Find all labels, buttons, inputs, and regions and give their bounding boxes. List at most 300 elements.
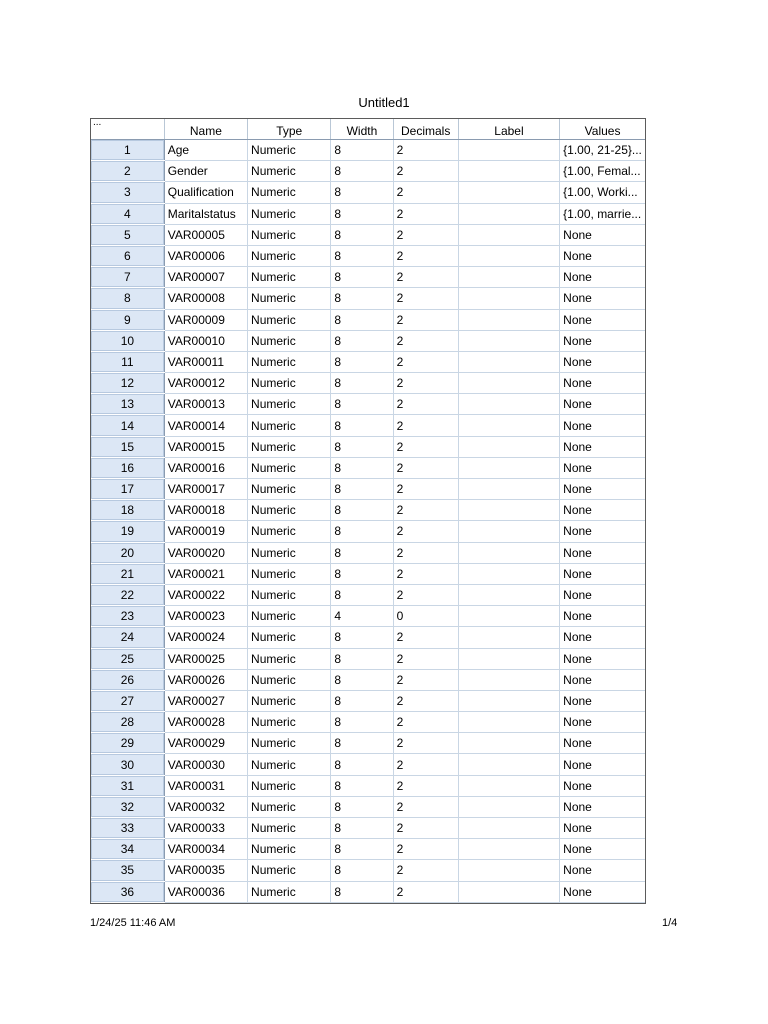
cell-type[interactable]: Numeric	[248, 563, 331, 584]
cell-values[interactable]: None	[560, 648, 645, 669]
table-row[interactable]	[91, 330, 645, 351]
cell-values[interactable]: None	[560, 479, 645, 500]
row-number[interactable]: 15	[91, 436, 164, 457]
cell-decimals[interactable]: 2	[393, 839, 458, 860]
cell-decimals[interactable]: 2	[393, 648, 458, 669]
table-row[interactable]	[91, 351, 645, 372]
row-number[interactable]: 17	[91, 479, 164, 500]
cell-name[interactable]: VAR00011	[164, 351, 247, 372]
cell-type[interactable]: Numeric	[248, 373, 331, 394]
table-row[interactable]	[91, 224, 645, 245]
cell-values[interactable]: None	[560, 669, 645, 690]
cell-decimals[interactable]: 2	[393, 563, 458, 584]
cell-width[interactable]: 8	[331, 584, 393, 605]
row-number[interactable]: 6	[91, 245, 164, 266]
table-row[interactable]	[91, 796, 645, 817]
cell-type[interactable]: Numeric	[248, 881, 331, 902]
cell-decimals[interactable]: 2	[393, 796, 458, 817]
cell-name[interactable]: Age	[164, 140, 247, 161]
cell-decimals[interactable]: 2	[393, 860, 458, 881]
cell-name[interactable]: VAR00012	[164, 373, 247, 394]
cell-type[interactable]: Numeric	[248, 627, 331, 648]
column-header-label[interactable]: Label	[458, 119, 559, 140]
cell-name[interactable]: VAR00034	[164, 839, 247, 860]
table-row[interactable]	[91, 606, 645, 627]
row-number[interactable]: 35	[91, 860, 164, 881]
cell-decimals[interactable]: 2	[393, 584, 458, 605]
cell-label[interactable]	[458, 733, 559, 754]
cell-values[interactable]: None	[560, 351, 645, 372]
cell-label[interactable]	[458, 563, 559, 584]
cell-type[interactable]: Numeric	[248, 203, 331, 224]
table-row[interactable]	[91, 542, 645, 563]
row-number[interactable]: 21	[91, 563, 164, 584]
cell-type[interactable]: Numeric	[248, 224, 331, 245]
cell-label[interactable]	[458, 690, 559, 711]
cell-label[interactable]	[458, 161, 559, 182]
cell-width[interactable]: 8	[331, 394, 393, 415]
cell-values[interactable]: None	[560, 733, 645, 754]
cell-label[interactable]	[458, 818, 559, 839]
row-number[interactable]: 30	[91, 754, 164, 775]
cell-values[interactable]: None	[560, 542, 645, 563]
cell-decimals[interactable]: 2	[393, 436, 458, 457]
cell-label[interactable]	[458, 224, 559, 245]
header-row	[91, 119, 645, 140]
cell-label[interactable]	[458, 606, 559, 627]
cell-label[interactable]	[458, 542, 559, 563]
cell-name[interactable]: Qualification	[164, 182, 247, 203]
row-number[interactable]: 10	[91, 330, 164, 351]
cell-label[interactable]	[458, 839, 559, 860]
cell-values[interactable]: {1.00, 21-25}...	[560, 140, 645, 161]
cell-name[interactable]: VAR00013	[164, 394, 247, 415]
cell-values[interactable]: None	[560, 584, 645, 605]
row-number[interactable]: 27	[91, 690, 164, 711]
cell-name[interactable]: VAR00008	[164, 288, 247, 309]
cell-width[interactable]: 8	[331, 733, 393, 754]
cell-values[interactable]: None	[560, 627, 645, 648]
cell-type[interactable]: Numeric	[248, 500, 331, 521]
table-row[interactable]	[91, 500, 645, 521]
cell-values[interactable]: None	[560, 415, 645, 436]
cell-type[interactable]: Numeric	[248, 161, 331, 182]
cell-values[interactable]: None	[560, 436, 645, 457]
table-row[interactable]	[91, 860, 645, 881]
table-row[interactable]	[91, 648, 645, 669]
table-row[interactable]	[91, 669, 645, 690]
cell-name[interactable]: VAR00018	[164, 500, 247, 521]
row-number[interactable]: 7	[91, 267, 164, 288]
cell-width[interactable]: 8	[331, 500, 393, 521]
cell-type[interactable]: Numeric	[248, 648, 331, 669]
cell-name[interactable]: VAR00015	[164, 436, 247, 457]
cell-decimals[interactable]: 2	[393, 140, 458, 161]
cell-values[interactable]: None	[560, 245, 645, 266]
cell-type[interactable]: Numeric	[248, 669, 331, 690]
cell-type[interactable]: Numeric	[248, 775, 331, 796]
cell-type[interactable]: Numeric	[248, 606, 331, 627]
cell-name[interactable]: VAR00010	[164, 330, 247, 351]
cell-decimals[interactable]: 2	[393, 733, 458, 754]
cell-decimals[interactable]: 2	[393, 690, 458, 711]
cell-name[interactable]: VAR00029	[164, 733, 247, 754]
cell-width[interactable]: 8	[331, 542, 393, 563]
cell-type[interactable]: Numeric	[248, 521, 331, 542]
row-number[interactable]: 1	[91, 140, 164, 161]
cell-decimals[interactable]: 2	[393, 288, 458, 309]
cell-label[interactable]	[458, 436, 559, 457]
cell-name[interactable]: VAR00033	[164, 818, 247, 839]
cell-label[interactable]	[458, 351, 559, 372]
cell-values[interactable]: None	[560, 521, 645, 542]
cell-decimals[interactable]: 2	[393, 754, 458, 775]
cell-name[interactable]: VAR00030	[164, 754, 247, 775]
row-number[interactable]: 28	[91, 712, 164, 733]
table-row[interactable]	[91, 521, 645, 542]
cell-values[interactable]: {1.00, marrie...	[560, 203, 645, 224]
cell-type[interactable]: Numeric	[248, 415, 331, 436]
cell-width[interactable]: 8	[331, 161, 393, 182]
cell-values[interactable]: None	[560, 500, 645, 521]
corner-cell[interactable]: ...	[91, 119, 164, 140]
cell-width[interactable]: 8	[331, 309, 393, 330]
row-number[interactable]: 2	[91, 161, 164, 182]
column-header-decimals[interactable]: Decimals	[393, 119, 458, 140]
cell-type[interactable]: Numeric	[248, 267, 331, 288]
cell-decimals[interactable]: 2	[393, 415, 458, 436]
column-header-values[interactable]: Values	[560, 119, 645, 140]
cell-name[interactable]: VAR00028	[164, 712, 247, 733]
cell-width[interactable]: 8	[331, 351, 393, 372]
row-number[interactable]: 4	[91, 203, 164, 224]
cell-decimals[interactable]: 2	[393, 479, 458, 500]
table-row[interactable]	[91, 267, 645, 288]
cell-width[interactable]: 8	[331, 288, 393, 309]
row-number[interactable]: 11	[91, 351, 164, 372]
cell-label[interactable]	[458, 288, 559, 309]
cell-decimals[interactable]: 2	[393, 224, 458, 245]
row-number[interactable]: 31	[91, 775, 164, 796]
cell-decimals[interactable]: 2	[393, 627, 458, 648]
cell-decimals[interactable]: 2	[393, 542, 458, 563]
cell-type[interactable]: Numeric	[248, 733, 331, 754]
print-timestamp: 1/24/25 11:46 AM	[90, 917, 176, 929]
table-row[interactable]	[91, 712, 645, 733]
column-header-name[interactable]: Name	[164, 119, 247, 140]
cell-type[interactable]: Numeric	[248, 818, 331, 839]
cell-width[interactable]: 8	[331, 775, 393, 796]
table-row[interactable]	[91, 373, 645, 394]
cell-decimals[interactable]: 2	[393, 182, 458, 203]
cell-label[interactable]	[458, 669, 559, 690]
cell-name[interactable]: VAR00036	[164, 881, 247, 902]
cell-width[interactable]: 8	[331, 140, 393, 161]
cell-values[interactable]: None	[560, 330, 645, 351]
cell-values[interactable]: None	[560, 563, 645, 584]
cell-label[interactable]	[458, 627, 559, 648]
table-row[interactable]	[91, 182, 645, 203]
cell-values[interactable]: None	[560, 818, 645, 839]
cell-type[interactable]: Numeric	[248, 584, 331, 605]
row-number[interactable]: 19	[91, 521, 164, 542]
cell-width[interactable]: 8	[331, 669, 393, 690]
cell-width[interactable]: 8	[331, 457, 393, 478]
cell-width[interactable]: 8	[331, 245, 393, 266]
cell-values[interactable]: {1.00, Worki...	[560, 182, 645, 203]
cell-decimals[interactable]: 2	[393, 669, 458, 690]
cell-width[interactable]: 8	[331, 860, 393, 881]
cell-type[interactable]: Numeric	[248, 351, 331, 372]
cell-label[interactable]	[458, 140, 559, 161]
cell-label[interactable]	[458, 330, 559, 351]
cell-decimals[interactable]: 2	[393, 712, 458, 733]
cell-name[interactable]: VAR00025	[164, 648, 247, 669]
cell-width[interactable]: 8	[331, 881, 393, 902]
cell-values[interactable]: None	[560, 796, 645, 817]
cell-width[interactable]: 8	[331, 627, 393, 648]
table-row[interactable]	[91, 436, 645, 457]
cell-width[interactable]: 8	[331, 754, 393, 775]
cell-decimals[interactable]: 2	[393, 500, 458, 521]
cell-decimals[interactable]: 2	[393, 330, 458, 351]
row-number[interactable]: 33	[91, 818, 164, 839]
table-row[interactable]	[91, 690, 645, 711]
cell-label[interactable]	[458, 245, 559, 266]
cell-width[interactable]: 4	[331, 606, 393, 627]
cell-values[interactable]: None	[560, 690, 645, 711]
cell-width[interactable]: 8	[331, 415, 393, 436]
cell-name[interactable]: VAR00021	[164, 563, 247, 584]
cell-name[interactable]: VAR00020	[164, 542, 247, 563]
cell-values[interactable]: None	[560, 394, 645, 415]
cell-values[interactable]: None	[560, 606, 645, 627]
cell-decimals[interactable]: 2	[393, 203, 458, 224]
cell-values[interactable]: None	[560, 288, 645, 309]
cell-decimals[interactable]: 2	[393, 161, 458, 182]
cell-name[interactable]: VAR00022	[164, 584, 247, 605]
cell-name[interactable]: VAR00026	[164, 669, 247, 690]
cell-decimals[interactable]: 2	[393, 818, 458, 839]
cell-name[interactable]: VAR00017	[164, 479, 247, 500]
cell-type[interactable]: Numeric	[248, 796, 331, 817]
table-row[interactable]	[91, 415, 645, 436]
cell-type[interactable]: Numeric	[248, 182, 331, 203]
cell-name[interactable]: VAR00016	[164, 457, 247, 478]
cell-label[interactable]	[458, 457, 559, 478]
row-number[interactable]: 25	[91, 648, 164, 669]
cell-label[interactable]	[458, 521, 559, 542]
row-number[interactable]: 13	[91, 394, 164, 415]
cell-values[interactable]: None	[560, 712, 645, 733]
cell-decimals[interactable]: 2	[393, 394, 458, 415]
row-number[interactable]: 5	[91, 224, 164, 245]
table-row[interactable]	[91, 245, 645, 266]
cell-label[interactable]	[458, 500, 559, 521]
table-row[interactable]	[91, 479, 645, 500]
cell-decimals[interactable]: 2	[393, 267, 458, 288]
cell-type[interactable]: Numeric	[248, 309, 331, 330]
cell-name[interactable]: VAR00006	[164, 245, 247, 266]
cell-name[interactable]: VAR00035	[164, 860, 247, 881]
cell-label[interactable]	[458, 479, 559, 500]
cell-decimals[interactable]: 2	[393, 309, 458, 330]
row-number[interactable]: 14	[91, 415, 164, 436]
cell-name[interactable]: VAR00019	[164, 521, 247, 542]
cell-type[interactable]: Numeric	[248, 436, 331, 457]
cell-name[interactable]: VAR00009	[164, 309, 247, 330]
table-row[interactable]	[91, 818, 645, 839]
cell-width[interactable]: 8	[331, 203, 393, 224]
row-number[interactable]: 16	[91, 457, 164, 478]
cell-label[interactable]	[458, 881, 559, 902]
cell-width[interactable]: 8	[331, 436, 393, 457]
table-row[interactable]	[91, 584, 645, 605]
cell-label[interactable]	[458, 309, 559, 330]
column-header-width[interactable]: Width	[331, 119, 393, 140]
cell-type[interactable]: Numeric	[248, 479, 331, 500]
variable-view-grid	[90, 118, 646, 904]
cell-width[interactable]: 8	[331, 267, 393, 288]
cell-name[interactable]: Maritalstatus	[164, 203, 247, 224]
cell-label[interactable]	[458, 754, 559, 775]
column-header-type[interactable]: Type	[248, 119, 331, 140]
cell-width[interactable]: 8	[331, 839, 393, 860]
cell-values[interactable]: None	[560, 457, 645, 478]
row-number[interactable]: 8	[91, 288, 164, 309]
table-row[interactable]	[91, 457, 645, 478]
cell-width[interactable]: 8	[331, 521, 393, 542]
cell-width[interactable]: 8	[331, 818, 393, 839]
cell-decimals[interactable]: 2	[393, 245, 458, 266]
cell-type[interactable]: Numeric	[248, 542, 331, 563]
cell-name[interactable]: VAR00027	[164, 690, 247, 711]
cell-width[interactable]: 8	[331, 373, 393, 394]
table-row[interactable]	[91, 881, 645, 902]
cell-values[interactable]: None	[560, 860, 645, 881]
cell-label[interactable]	[458, 203, 559, 224]
cell-decimals[interactable]: 2	[393, 775, 458, 796]
cell-decimals[interactable]: 2	[393, 373, 458, 394]
table-row[interactable]	[91, 733, 645, 754]
cell-width[interactable]: 8	[331, 648, 393, 669]
cell-width[interactable]: 8	[331, 796, 393, 817]
cell-values[interactable]: None	[560, 373, 645, 394]
cell-width[interactable]: 8	[331, 479, 393, 500]
cell-label[interactable]	[458, 796, 559, 817]
cell-name[interactable]: VAR00031	[164, 775, 247, 796]
cell-label[interactable]	[458, 648, 559, 669]
cell-values[interactable]: None	[560, 775, 645, 796]
cell-label[interactable]	[458, 373, 559, 394]
cell-values[interactable]: None	[560, 309, 645, 330]
row-number[interactable]: 18	[91, 500, 164, 521]
cell-label[interactable]	[458, 712, 559, 733]
cell-label[interactable]	[458, 415, 559, 436]
row-number[interactable]: 12	[91, 373, 164, 394]
cell-values[interactable]: None	[560, 881, 645, 902]
page-number: 1/4	[662, 917, 678, 929]
row-number[interactable]: 9	[91, 309, 164, 330]
table-row[interactable]	[91, 627, 645, 648]
cell-label[interactable]	[458, 775, 559, 796]
cell-name[interactable]: VAR00014	[164, 415, 247, 436]
cell-width[interactable]: 8	[331, 224, 393, 245]
cell-name[interactable]: VAR00024	[164, 627, 247, 648]
cell-label[interactable]	[458, 860, 559, 881]
cell-name[interactable]: VAR00007	[164, 267, 247, 288]
table-row[interactable]	[91, 140, 645, 161]
table-row[interactable]	[91, 203, 645, 224]
cell-type[interactable]: Numeric	[248, 712, 331, 733]
cell-decimals[interactable]: 2	[393, 457, 458, 478]
cell-type[interactable]: Numeric	[248, 839, 331, 860]
cell-label[interactable]	[458, 182, 559, 203]
cell-decimals[interactable]: 2	[393, 521, 458, 542]
cell-values[interactable]: None	[560, 754, 645, 775]
table-row[interactable]	[91, 754, 645, 775]
table-row[interactable]	[91, 394, 645, 415]
cell-width[interactable]: 8	[331, 712, 393, 733]
row-number[interactable]: 22	[91, 584, 164, 605]
row-number[interactable]: 3	[91, 182, 164, 203]
cell-width[interactable]: 8	[331, 563, 393, 584]
table-row[interactable]	[91, 288, 645, 309]
cell-type[interactable]: Numeric	[248, 330, 331, 351]
cell-decimals[interactable]: 0	[393, 606, 458, 627]
row-number[interactable]: 26	[91, 669, 164, 690]
row-number[interactable]: 34	[91, 839, 164, 860]
cell-name[interactable]: VAR00005	[164, 224, 247, 245]
row-number[interactable]: 24	[91, 627, 164, 648]
cell-type[interactable]: Numeric	[248, 394, 331, 415]
table-row[interactable]	[91, 775, 645, 796]
page-title: Untitled1	[358, 95, 410, 110]
row-number[interactable]: 32	[91, 796, 164, 817]
cell-name[interactable]: VAR00032	[164, 796, 247, 817]
cell-label[interactable]	[458, 394, 559, 415]
cell-width[interactable]: 8	[331, 182, 393, 203]
cell-label[interactable]	[458, 267, 559, 288]
cell-type[interactable]: Numeric	[248, 457, 331, 478]
cell-values[interactable]: None	[560, 839, 645, 860]
cell-width[interactable]: 8	[331, 330, 393, 351]
cell-type[interactable]: Numeric	[248, 140, 331, 161]
cell-decimals[interactable]: 2	[393, 351, 458, 372]
cell-type[interactable]: Numeric	[248, 690, 331, 711]
row-number[interactable]: 23	[91, 606, 164, 627]
table-row[interactable]	[91, 309, 645, 330]
table-row[interactable]	[91, 161, 645, 182]
cell-type[interactable]: Numeric	[248, 288, 331, 309]
cell-values[interactable]: {1.00, Femal...	[560, 161, 645, 182]
cell-width[interactable]: 8	[331, 690, 393, 711]
cell-type[interactable]: Numeric	[248, 754, 331, 775]
cell-name[interactable]: Gender	[164, 161, 247, 182]
row-number[interactable]: 29	[91, 733, 164, 754]
row-number[interactable]: 36	[91, 881, 164, 902]
table-row[interactable]	[91, 839, 645, 860]
cell-name[interactable]: VAR00023	[164, 606, 247, 627]
cell-values[interactable]: None	[560, 267, 645, 288]
cell-type[interactable]: Numeric	[248, 245, 331, 266]
cell-values[interactable]: None	[560, 224, 645, 245]
table-row[interactable]	[91, 563, 645, 584]
cell-type[interactable]: Numeric	[248, 860, 331, 881]
cell-label[interactable]	[458, 584, 559, 605]
cell-decimals[interactable]: 2	[393, 881, 458, 902]
row-number[interactable]: 20	[91, 542, 164, 563]
